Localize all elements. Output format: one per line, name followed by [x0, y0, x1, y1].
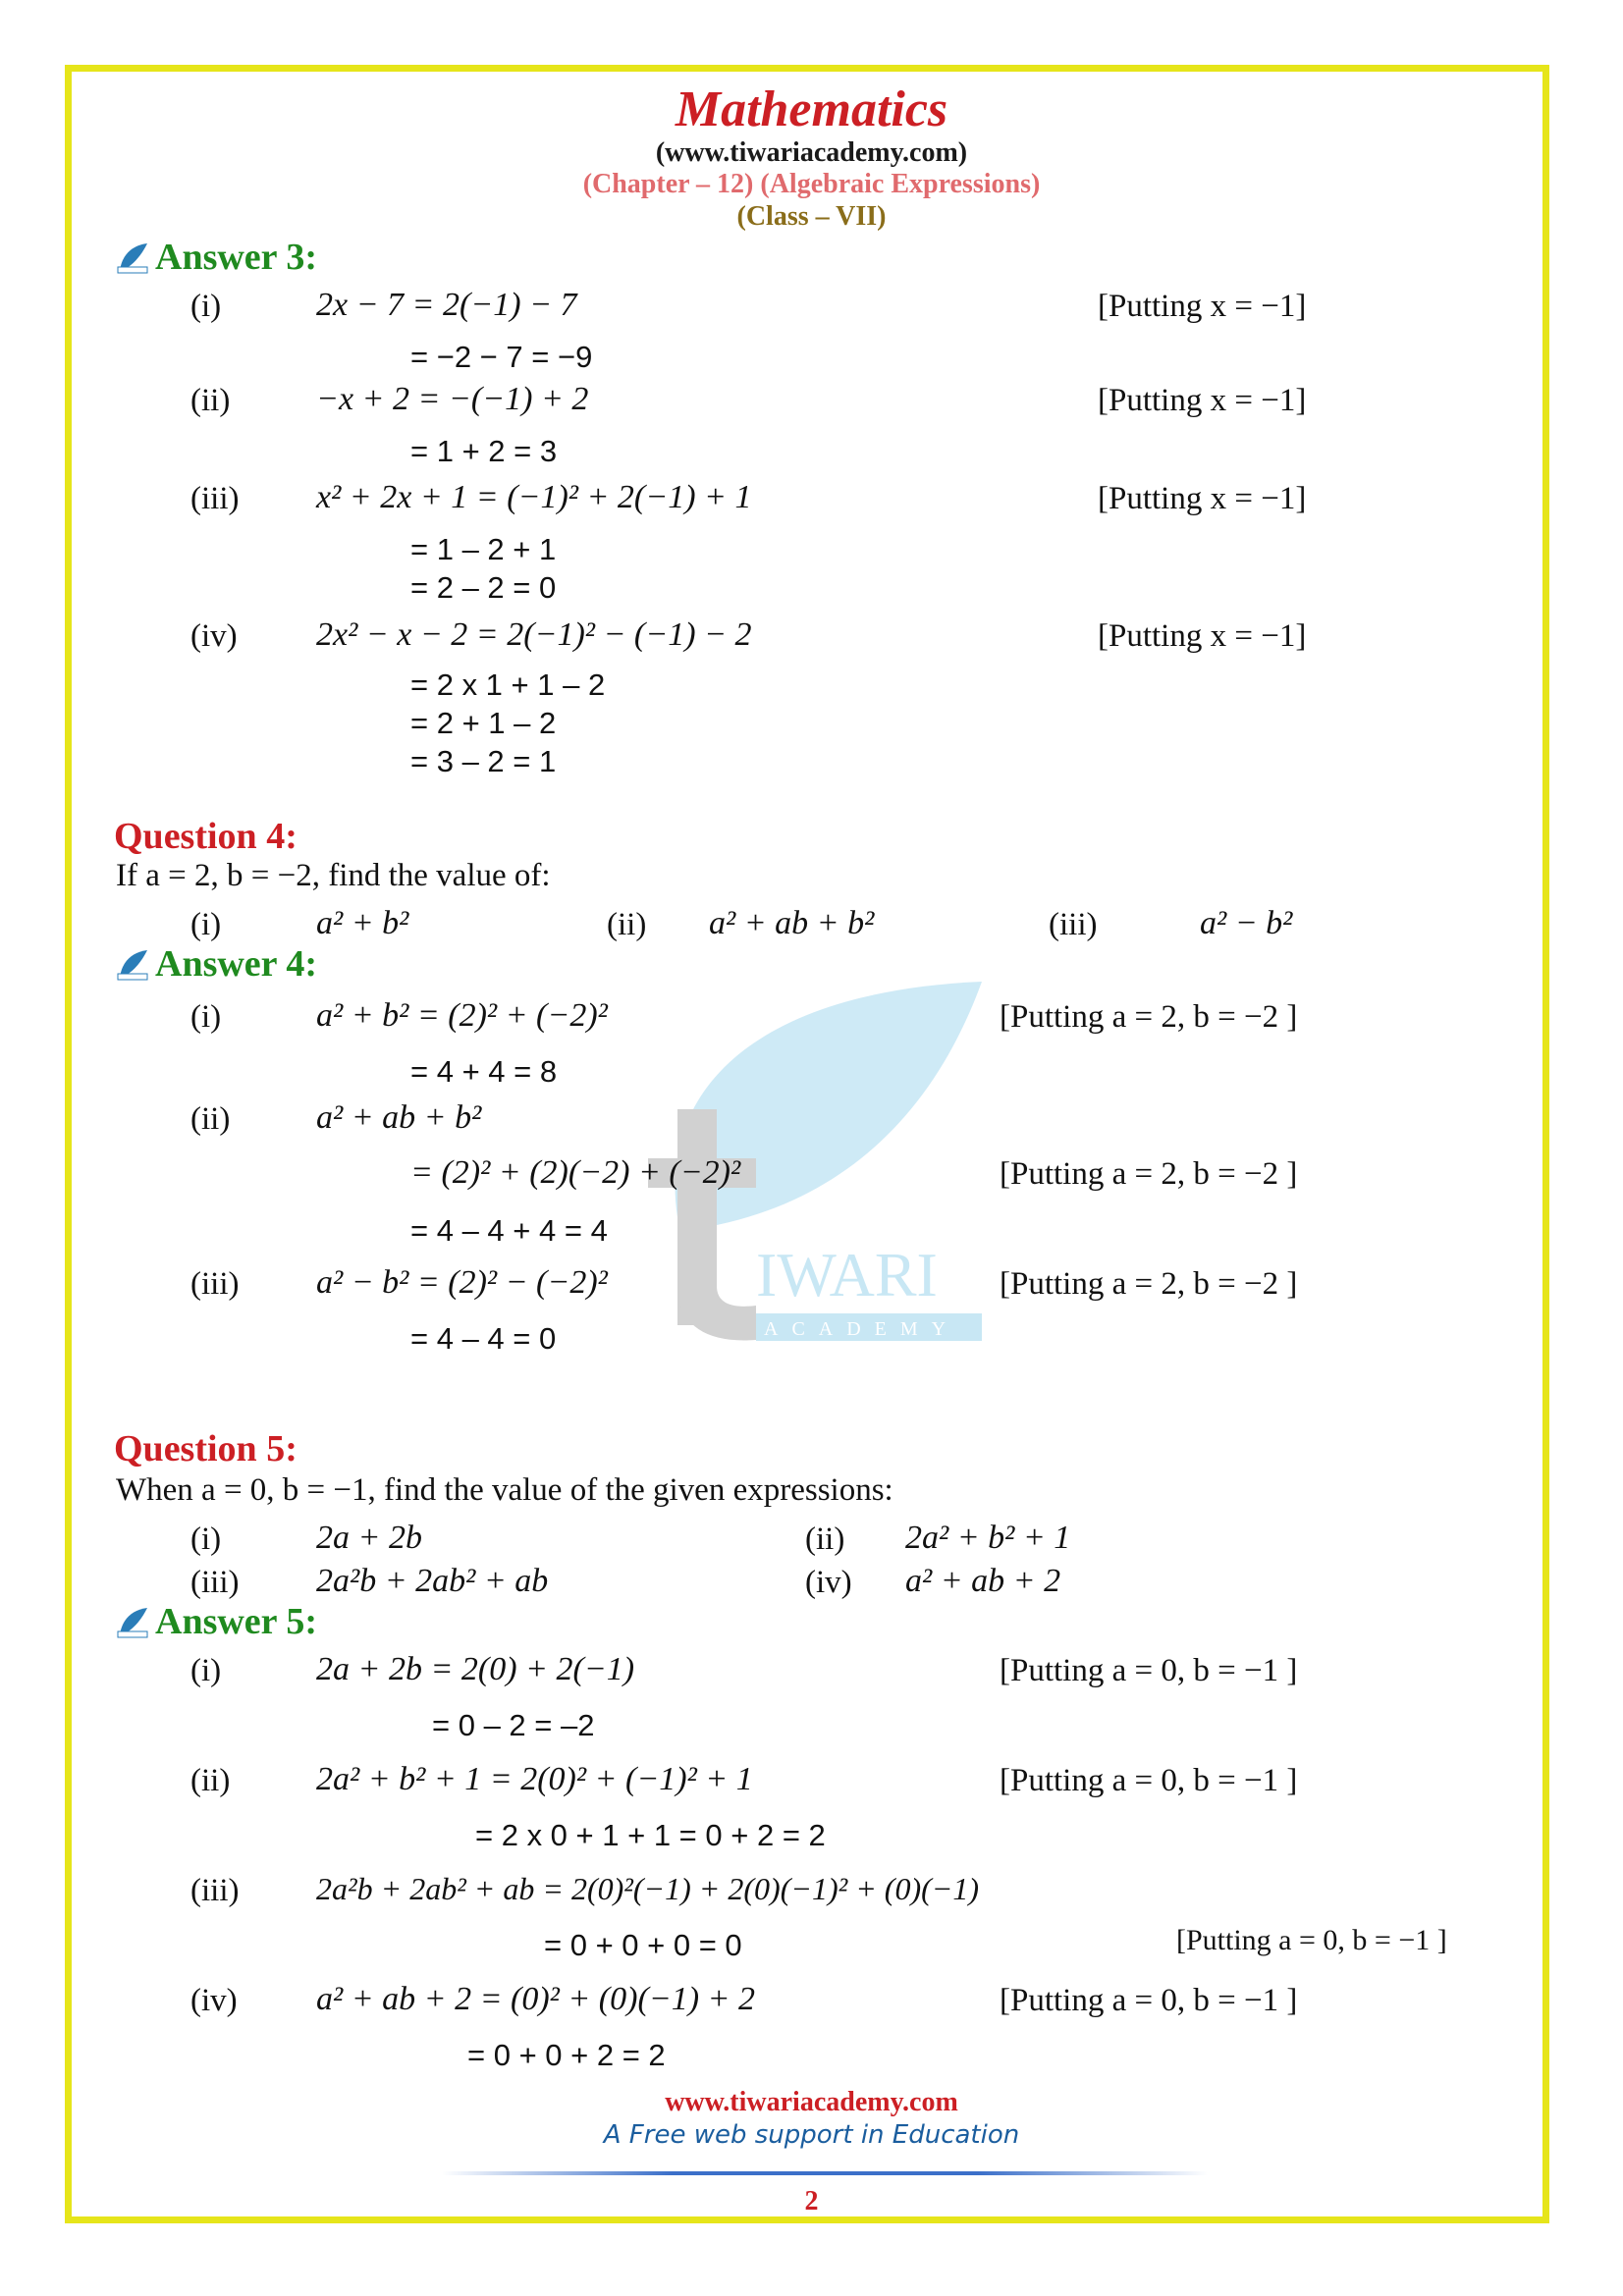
answer-4-pen-icon [116, 948, 149, 982]
a5-i-label: (i) [190, 1653, 222, 1688]
question-5-heading: Question 5: [114, 1428, 298, 1469]
a3-iii-step-1: = 1 – 2 + 1 [410, 532, 557, 566]
a5-ii-step-1: = 2 x 0 + 1 + 1 = 0 + 2 = 2 [475, 1818, 826, 1852]
a3-iii-expr: x² + 2x + 1 = (−1)² + 2(−1) + 1 [316, 479, 752, 515]
a3-i-step-1: = −2 − 7 = −9 [410, 340, 593, 374]
a3-iv-note: [Putting x = −1] [1098, 618, 1307, 654]
a3-iv-step-3: = 3 – 2 = 1 [410, 744, 557, 778]
page-number: 2 [804, 2186, 819, 2216]
a5-i-note: [Putting a = 0, b = −1 ] [1000, 1653, 1298, 1688]
a5-iii-note: [Putting a = 0, b = −1 ] [1176, 1924, 1447, 1956]
a3-ii-expr: −x + 2 = −(−1) + 2 [316, 381, 589, 417]
q5-opt-i-label: (i) [190, 1522, 222, 1557]
q4-opt-i-label: (i) [190, 907, 222, 942]
a3-i-expr: 2x − 7 = 2(−1) − 7 [316, 287, 577, 323]
a4-iii-expr: a² − b² = (2)² − (−2)² [316, 1264, 608, 1301]
a4-ii-step-1: = (2)² + (2)(−2) + (−2)² [410, 1154, 741, 1191]
question-4-text: If a = 2, b = −2, find the value of: [116, 858, 551, 893]
a5-iii-label: (iii) [190, 1873, 240, 1908]
a4-iii-step-1: = 4 – 4 = 0 [410, 1321, 557, 1356]
answer-4-heading: Answer 4: [155, 943, 318, 985]
a3-iv-label: (iv) [190, 618, 238, 654]
a5-iii-step-1: = 0 + 0 + 0 = 0 [544, 1928, 742, 1962]
a3-iii-step-2: = 2 – 2 = 0 [410, 570, 557, 605]
q5-opt-i-expr: 2a + 2b [316, 1520, 422, 1556]
a3-iii-note: [Putting x = −1] [1098, 481, 1307, 516]
q4-opt-i-expr: a² + b² [316, 905, 409, 941]
a4-ii-expr: a² + ab + b² [316, 1099, 482, 1136]
a4-ii-step-2: = 4 – 4 + 4 = 4 [410, 1213, 608, 1248]
a5-iv-note: [Putting a = 0, b = −1 ] [1000, 1983, 1298, 2018]
question-4-heading: Question 4: [114, 816, 298, 857]
a5-ii-expr: 2a² + b² + 1 = 2(0)² + (−1)² + 1 [316, 1761, 753, 1797]
answer-5-heading: Answer 5: [155, 1601, 318, 1642]
watermark-brand: IWARI [756, 1240, 938, 1309]
a4-i-note: [Putting a = 2, b = −2 ] [1000, 999, 1298, 1035]
q5-opt-iv-expr: a² + ab + 2 [905, 1563, 1061, 1599]
a3-i-label: (i) [190, 289, 222, 324]
a3-iv-step-1: = 2 x 1 + 1 – 2 [410, 667, 606, 702]
a4-i-label: (i) [190, 999, 222, 1035]
q5-opt-ii-expr: 2a² + b² + 1 [905, 1520, 1071, 1556]
q4-opt-ii-expr: a² + ab + b² [709, 905, 875, 941]
a5-iv-step-1: = 0 + 0 + 2 = 2 [467, 2038, 666, 2072]
a3-iv-expr: 2x² − x − 2 = 2(−1)² − (−1) − 2 [316, 616, 752, 653]
q5-opt-ii-label: (ii) [805, 1522, 845, 1557]
header-class: (Class – VII) [736, 201, 887, 232]
answer-3-heading: Answer 3: [155, 237, 318, 278]
header-chapter: (Chapter – 12) (Algebraic Expressions) [582, 169, 1041, 199]
a3-iii-label: (iii) [190, 481, 240, 516]
a4-iii-label: (iii) [190, 1266, 240, 1302]
q5-opt-iii-expr: 2a²b + 2ab² + ab [316, 1563, 549, 1599]
a3-ii-step-1: = 1 + 2 = 3 [410, 434, 558, 468]
a3-iv-step-2: = 2 + 1 – 2 [410, 706, 557, 740]
a5-i-step-1: = 0 – 2 = –2 [432, 1708, 595, 1742]
footer-divider [442, 2171, 1208, 2175]
question-5-text: When a = 0, b = −1, find the value of the given expressions: [116, 1472, 893, 1508]
q5-opt-iv-label: (iv) [805, 1565, 852, 1600]
a5-ii-note: [Putting a = 0, b = −1 ] [1000, 1763, 1298, 1798]
watermark-sub: ACADEMY [764, 1318, 960, 1340]
a3-ii-note: [Putting x = −1] [1098, 383, 1307, 418]
a5-ii-label: (ii) [190, 1763, 231, 1798]
a5-i-expr: 2a + 2b = 2(0) + 2(−1) [316, 1651, 635, 1687]
a5-iv-expr: a² + ab + 2 = (0)² + (0)(−1) + 2 [316, 1981, 755, 2017]
q4-opt-iii-expr: a² − b² [1200, 905, 1293, 941]
a4-ii-note: [Putting a = 2, b = −2 ] [1000, 1156, 1298, 1192]
a4-i-step-1: = 4 + 4 = 8 [410, 1054, 558, 1089]
a4-ii-label: (ii) [190, 1101, 231, 1137]
a3-ii-label: (ii) [190, 383, 231, 418]
q5-opt-iii-label: (iii) [190, 1565, 240, 1600]
q4-opt-ii-label: (ii) [607, 907, 647, 942]
page-title: Mathematics [675, 81, 948, 137]
a3-i-note: [Putting x = −1] [1098, 289, 1307, 324]
a5-iv-label: (iv) [190, 1983, 238, 2018]
header-website[interactable]: (www.tiwariacademy.com) [655, 137, 968, 168]
q4-opt-iii-label: (iii) [1049, 907, 1098, 942]
answer-3-pen-icon [116, 241, 149, 275]
answer-5-pen-icon [116, 1606, 149, 1639]
a4-iii-note: [Putting a = 2, b = −2 ] [1000, 1266, 1298, 1302]
a5-iii-expr: 2a²b + 2ab² + ab = 2(0)²(−1) + 2(0)(−1)² + (0)(−1) [316, 1871, 979, 1906]
a4-i-expr: a² + b² = (2)² + (−2)² [316, 997, 608, 1034]
footer-website[interactable]: www.tiwariacademy.com [665, 2087, 958, 2117]
footer-tagline: A Free web support in Education [603, 2120, 1020, 2150]
t-hook [677, 1286, 756, 1340]
